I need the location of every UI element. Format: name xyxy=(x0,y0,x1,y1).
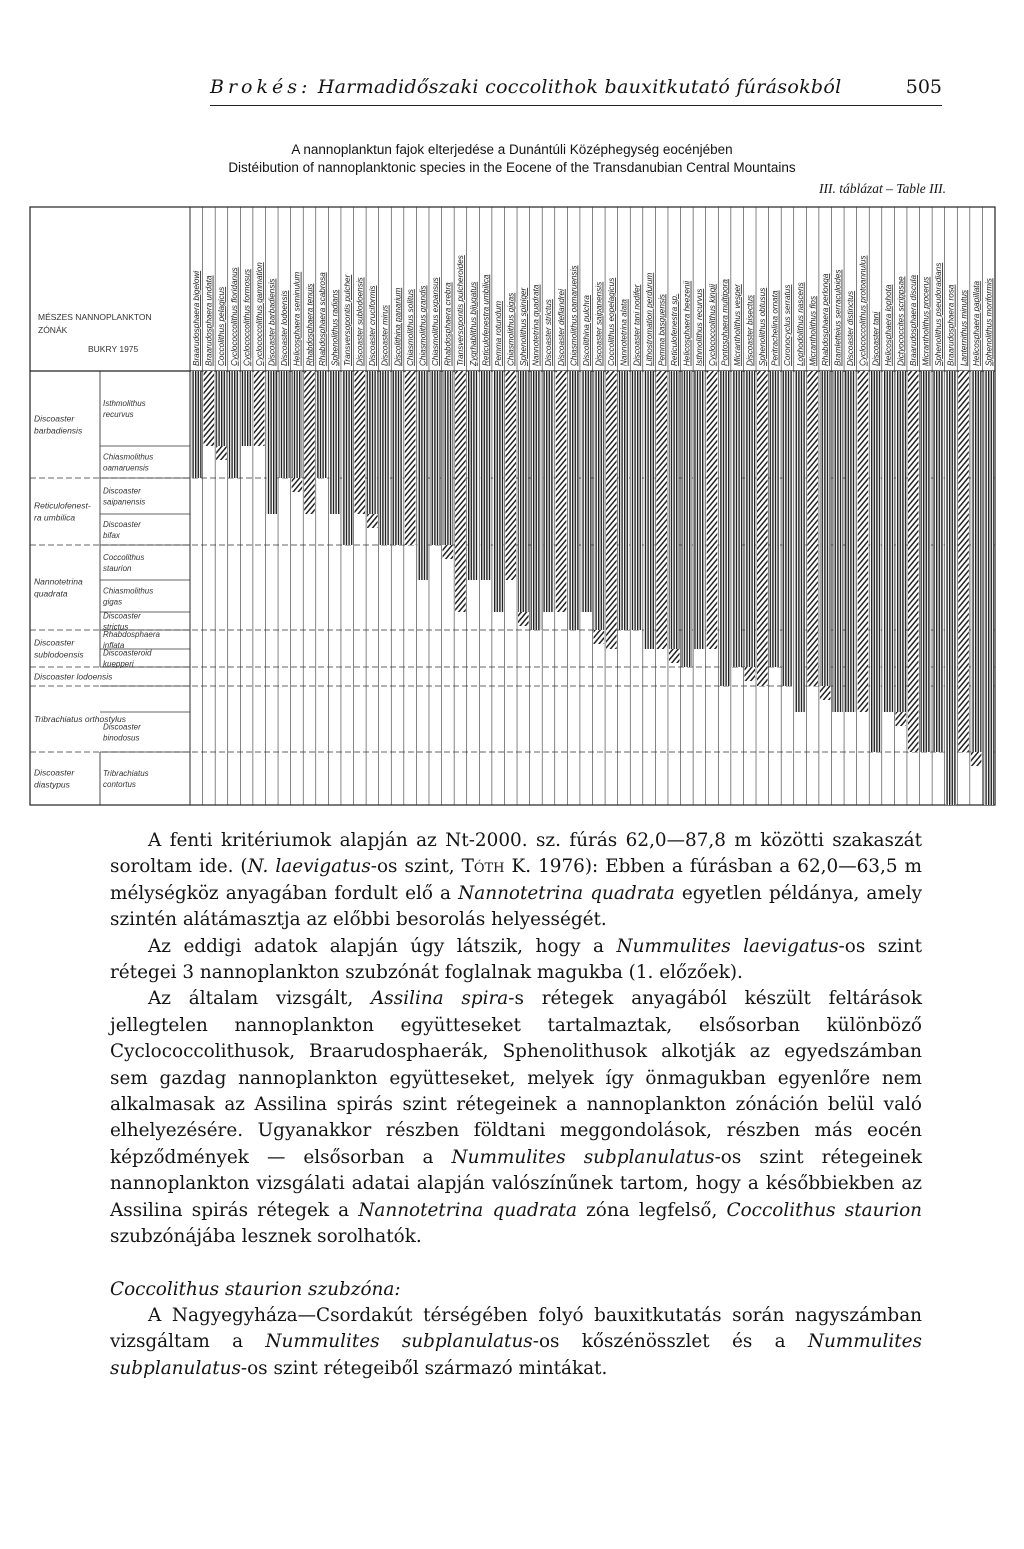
p1-run: Tóth K. xyxy=(461,856,532,878)
range-bar-dashed xyxy=(669,649,680,663)
subzone-heading xyxy=(110,1277,922,1303)
subzone-label: Discoaster xyxy=(103,520,141,529)
species-name: Cyclococcolithus floridanus xyxy=(229,267,239,366)
range-bar-dashed xyxy=(443,545,454,559)
p3-run: Nannotetrina quadrata xyxy=(358,1199,577,1221)
corner-title: ZÓNÁK xyxy=(38,325,68,335)
subzone-label: inflata xyxy=(103,641,125,650)
species-name: Discoaster distinctus xyxy=(846,290,856,366)
species-name: Cyclococcolithus protoannulus xyxy=(858,255,868,366)
p4-run: Nummulites subplanulatus xyxy=(110,1331,922,1379)
species-name: Helicosphaera lophota xyxy=(883,284,893,366)
species-name: Rhabdosphaera scabrosa xyxy=(317,272,327,366)
p1-run: A fenti kritériumok alapján az Nt-2000. sz. fúrás 62,0—87,8 m közötti szakaszát soroltam ide. ( xyxy=(110,830,922,878)
range-bar xyxy=(732,371,743,667)
corner-author: BUKRY 1975 xyxy=(88,344,139,354)
species-name: Lithostromation perdurum xyxy=(644,272,654,366)
species-name: Coccolithus pelagicus xyxy=(217,286,227,366)
range-bar xyxy=(845,371,856,712)
range-bar xyxy=(619,371,630,630)
paragraph-3 xyxy=(110,986,922,1250)
species-name: Bramletteius serraculoides xyxy=(833,269,843,366)
range-bar xyxy=(757,371,768,686)
species-name: Sphenolithus obtusus xyxy=(758,287,768,366)
p1-run: -os szint, xyxy=(370,856,462,878)
species-name: Transversopontis pulcher xyxy=(342,274,352,366)
range-bar xyxy=(858,371,869,712)
zone-label: sublodoensis xyxy=(34,649,84,660)
subzone-label: Chiasmolithus xyxy=(103,586,154,596)
range-bar-dashed xyxy=(971,752,982,766)
range-bar xyxy=(229,371,240,478)
subzone-label: Discoaster xyxy=(103,722,141,732)
range-bar xyxy=(254,371,265,446)
p3-run: -os szint rétegeinek nannoplankton vizsgálati adatai alapján valószínűnek tartom, hogy a későbbiekben az Assilina spirás rétegek a xyxy=(110,1146,922,1221)
species-name: Discoaster cruciformis xyxy=(368,285,378,366)
paragraph-1 xyxy=(110,828,922,934)
subzone-label: Discoaster xyxy=(103,611,141,621)
range-bar xyxy=(744,371,755,667)
p3-run: -s rétegek anyagából készült feltárások jellegtelen nannoplankton együtteseket tartalmaztak, elsősorban különböző Cyclococcolithusok, Braarudosphaerák, Sphenolithusok alkotják az egyedszámban sem gazdag nannoplankton együtteseket, melyek így önmagukban egyenlőre nem alkalmasak az Assilina spirás szint rétegeinek a nannoplankton zónáción belül való elhelyezésére. Ugyanakkor részben földtani meggondolások, részben más eocén képződmények — elsősorban a xyxy=(110,988,922,1168)
subzone-label: saipanensis xyxy=(103,497,146,507)
range-bar xyxy=(606,371,617,649)
range-bar xyxy=(266,371,277,514)
p1-run: N. laevigatus xyxy=(247,856,371,878)
species-name: Braarudosphaera bigelowi xyxy=(192,270,202,366)
subzone-label: oamaruensis xyxy=(103,463,149,473)
range-bar xyxy=(568,371,579,630)
range-bar-dashed xyxy=(367,514,378,528)
range-bar xyxy=(443,371,454,545)
subzone-label: Isthmolithus xyxy=(103,399,146,408)
species-name: Cyclococcolithus gammation xyxy=(254,262,264,366)
species-name: Lanternithus minutus xyxy=(959,289,969,366)
range-bar xyxy=(317,371,328,478)
subzone-label: kuepperi xyxy=(103,659,134,669)
subzone-label: Tribrachiatus xyxy=(103,769,149,778)
range-bar-dashed xyxy=(594,630,605,644)
range-bar xyxy=(292,371,303,478)
species-name: Discoaster sublodoensis xyxy=(355,277,365,366)
species-name: Discoaster tani xyxy=(871,311,881,366)
zone-label: Tribrachiatus orthostylus xyxy=(34,714,126,724)
range-bar xyxy=(505,371,516,580)
paragraph-4 xyxy=(110,1303,922,1382)
range-bar xyxy=(543,371,554,612)
species-name: Reticulofenestra umbilica xyxy=(481,274,491,366)
species-name: Chiasmolithus grandis xyxy=(418,285,428,366)
zone-label: quadrata xyxy=(34,588,68,599)
subzone-label: gigas xyxy=(103,597,123,607)
species-name: Micrantholithus flos xyxy=(808,295,818,366)
zone-label: ra umbilica xyxy=(34,512,76,523)
table-caption-hungarian: A nannoplanktun fajok elterjedése a Dunántúli Középhegység eocénjében xyxy=(291,142,733,157)
species-name: Discoaster lodoensis xyxy=(280,290,290,366)
zone-label: Nannotetrina xyxy=(34,576,83,587)
species-name: Cyclococcolithus formosus xyxy=(242,269,252,366)
range-bar xyxy=(946,371,957,805)
range-bar-dashed xyxy=(895,712,906,726)
range-bar xyxy=(581,371,592,612)
range-bar xyxy=(367,371,378,514)
range-bar xyxy=(392,371,403,545)
running-head-title: Harmadidőszaki coccolithok bauxitkutató fúrásokból xyxy=(317,76,842,98)
species-name: Dictyococcites scrippsae xyxy=(896,276,906,366)
p2-run: Nummulites laevigatus xyxy=(616,935,839,957)
range-bar xyxy=(241,371,252,446)
p4-run: -os szint rétegeiből származó mintákat. xyxy=(240,1357,608,1379)
subzone-label: staurion xyxy=(103,564,132,573)
range-bar-dashed xyxy=(216,446,227,460)
species-name: Braarudosphaera discula xyxy=(909,274,919,366)
subzone-label: bifax xyxy=(103,531,120,540)
range-bar xyxy=(782,371,793,686)
species-name: Chiasmolithus expansus xyxy=(431,277,441,366)
p2-run: Az eddigi adatok alapján úgy látszik, hogy a xyxy=(148,935,617,957)
species-name: Nannotetrina quadrata xyxy=(531,284,541,366)
species-name: Zygrhablithus bijugatus xyxy=(468,281,478,366)
range-bar xyxy=(807,371,818,686)
range-bar xyxy=(380,371,391,545)
range-bar xyxy=(493,371,504,612)
table-label: III. táblázat – Table III. xyxy=(819,181,946,196)
zone-label: Reticulofenest- xyxy=(34,500,91,511)
species-name: Rhabdosphaera crebra xyxy=(443,282,453,366)
zone-label: Discoaster xyxy=(34,637,75,648)
range-bar xyxy=(669,371,680,649)
heading-run: Coccolithus staurion xyxy=(110,1278,303,1300)
zone-label: Discoaster lodoensis xyxy=(34,671,113,682)
zone-label: Discoaster xyxy=(34,413,75,424)
p3-run: zóna legfelső, xyxy=(576,1199,727,1221)
table-caption-english: Distéibution of nannoplanktonic species in the Eocene of the Transdanubian Central Mountains xyxy=(228,160,796,175)
species-name: Discoaster tani nodifer xyxy=(632,284,642,366)
range-bar-dashed xyxy=(744,667,755,681)
species-name: Braarudosphaera undata xyxy=(204,275,214,366)
subzone-label: contortus xyxy=(103,780,136,789)
zone-label: barbadiensis xyxy=(34,425,83,436)
range-bar xyxy=(719,371,730,686)
species-name: Helicosphaera papillata xyxy=(971,280,981,366)
species-name: Rhabdosphaera tenuis xyxy=(305,283,315,366)
p4-run: -os kőszénösszlet és a xyxy=(532,1331,808,1353)
range-bar xyxy=(694,371,705,649)
p3-run: Assilina spira xyxy=(371,988,509,1010)
species-name: Sphenolithus radians xyxy=(330,289,340,366)
range-bar xyxy=(216,371,227,446)
range-bar xyxy=(631,371,642,630)
range-bar xyxy=(682,371,693,667)
species-name: Lophodolithus nascens xyxy=(795,282,805,366)
p3-run: Nummulites subplanulatus xyxy=(451,1146,715,1168)
range-bar xyxy=(455,371,466,612)
species-name: Helicosphaera heezenii xyxy=(682,280,692,366)
p4-run: Nummulites subplanulatus xyxy=(265,1331,533,1353)
species-name: Discoaster deflandrei xyxy=(556,289,566,366)
species-name: Discolithina pulchra xyxy=(581,295,591,366)
range-bar xyxy=(204,371,215,446)
species-name: Sphenolithus pseudoradians xyxy=(934,262,944,366)
range-bar xyxy=(895,371,906,712)
zone-label: diastypus xyxy=(34,779,70,790)
range-bar xyxy=(556,371,567,612)
running-head-author: Brokés: xyxy=(210,76,312,98)
p3-run: szubzónájába lesznek sorolhatók. xyxy=(110,1226,422,1248)
range-bar xyxy=(191,371,202,478)
species-name: Transversopontis pulcheroides xyxy=(456,255,466,366)
species-name: Chiasmolithus gigas xyxy=(506,292,516,366)
range-bar xyxy=(820,371,831,686)
p1-run: Nannotetrina quadrata xyxy=(458,882,675,904)
range-bar xyxy=(594,371,605,630)
species-name: Pemma rotundum xyxy=(493,300,503,366)
range-bar xyxy=(883,371,894,712)
p1-run: 1976): Ebben a fúrásban a 62,0—63,5 m mélységköz anyagában fordult elő a xyxy=(110,856,922,904)
p3-run: Coccolithus staurion xyxy=(726,1199,922,1221)
range-bar xyxy=(405,371,416,545)
p1-run: egyetlen példánya, amely szintén alátámasztja az előbbi besorolás helyességét. xyxy=(110,882,922,931)
subzone-label: Rhabdosphaera xyxy=(103,630,160,639)
corner-title: MÉSZES NANNOPLANKTON xyxy=(38,312,152,322)
species-name: Pontosphaera multipora xyxy=(720,279,730,366)
species-name: Chiasmolithus oamaruensis xyxy=(569,265,579,366)
range-bar xyxy=(770,371,781,667)
range-bar xyxy=(342,371,353,545)
paragraph-2 xyxy=(110,934,922,987)
range-bar xyxy=(355,371,366,514)
species-name: Peritrachelina ornata xyxy=(770,290,780,366)
page-number: 505 xyxy=(905,76,942,98)
range-bar xyxy=(971,371,982,752)
species-name: Micrantholithus procerus xyxy=(921,276,931,366)
range-bar xyxy=(908,371,919,752)
species-name: Helicosphaera seminulum xyxy=(292,271,302,366)
heading-run: szubzóna: xyxy=(302,1278,401,1300)
range-bar xyxy=(983,371,994,805)
range-bar xyxy=(656,371,667,649)
species-name: Braarudosphaera rosa xyxy=(946,284,956,366)
range-bar xyxy=(518,371,529,612)
range-bar xyxy=(430,371,441,545)
species-name: Discoaster mirus xyxy=(380,305,390,366)
range-bar xyxy=(279,371,290,478)
subzone-label: Chiasmolithus xyxy=(103,452,154,462)
range-bar xyxy=(870,371,881,752)
species-name: Discoaster saipanensis xyxy=(594,281,604,366)
species-name: Chiasmolithus solitus xyxy=(405,289,415,366)
subzone-label: strictus xyxy=(103,622,129,632)
species-name: Coronocyclus serratus xyxy=(783,284,793,366)
range-bar-dashed xyxy=(518,612,529,626)
body-text xyxy=(110,828,922,1382)
species-name: Discoaster strictus xyxy=(544,299,554,366)
subzone-label: Discoasteroid xyxy=(103,648,152,658)
zone-label: Discoaster xyxy=(34,767,75,778)
range-bar-dashed xyxy=(820,686,831,700)
p3-run: Az általam vizsgált, xyxy=(148,988,372,1010)
species-name: Discoaster bisectus xyxy=(745,295,755,366)
range-bar xyxy=(832,371,843,712)
range-bar xyxy=(329,371,340,514)
range-bar-dashed xyxy=(292,478,303,492)
species-name: Pemma basquensis xyxy=(657,294,667,366)
species-name: Discolithina panarium xyxy=(393,287,403,366)
range-bar xyxy=(933,371,944,752)
p4-run: A Nagyegyháza—Csordakút térségében folyó bauxitkutatás során nagyszámban vizsgáltam a xyxy=(110,1304,922,1353)
species-name: Discoaster barbadiensis xyxy=(267,278,277,366)
species-name: Nannotetrina alata xyxy=(619,299,629,366)
subzone-label: Coccolithus xyxy=(103,553,145,562)
species-name: Coccolithus eopelagicus xyxy=(607,277,617,366)
range-bar xyxy=(644,371,655,649)
p2-run: -os szint rétegei 3 nannoplankton szubzónát foglalnak magukba (1. előzőek). xyxy=(110,935,922,984)
species-name: Cyclococcolithus kingii xyxy=(707,284,717,366)
range-bar xyxy=(707,371,718,649)
species-name: Micrantholithus vesper xyxy=(732,284,742,366)
range-bar xyxy=(921,371,932,752)
species-name: Sphenolithus moriformis xyxy=(984,278,994,366)
range-bar xyxy=(304,371,315,514)
subzone-label: binodosus xyxy=(103,733,140,743)
species-name: Reticulofenestra sp. xyxy=(670,293,680,366)
range-bar xyxy=(795,371,806,712)
range-bar xyxy=(958,371,969,752)
range-bar xyxy=(480,371,491,580)
range-bar xyxy=(417,371,428,580)
species-name: Rhabdosphaera perlonga xyxy=(820,273,830,366)
range-bar xyxy=(468,371,479,580)
species-name: Isthmolithus recurvus xyxy=(695,288,705,366)
range-bar xyxy=(531,371,542,630)
subzone-label: Discoaster xyxy=(103,486,141,496)
subzone-label: recurvus xyxy=(103,410,134,419)
species-name: Sphenolithus spiniger xyxy=(519,287,529,366)
